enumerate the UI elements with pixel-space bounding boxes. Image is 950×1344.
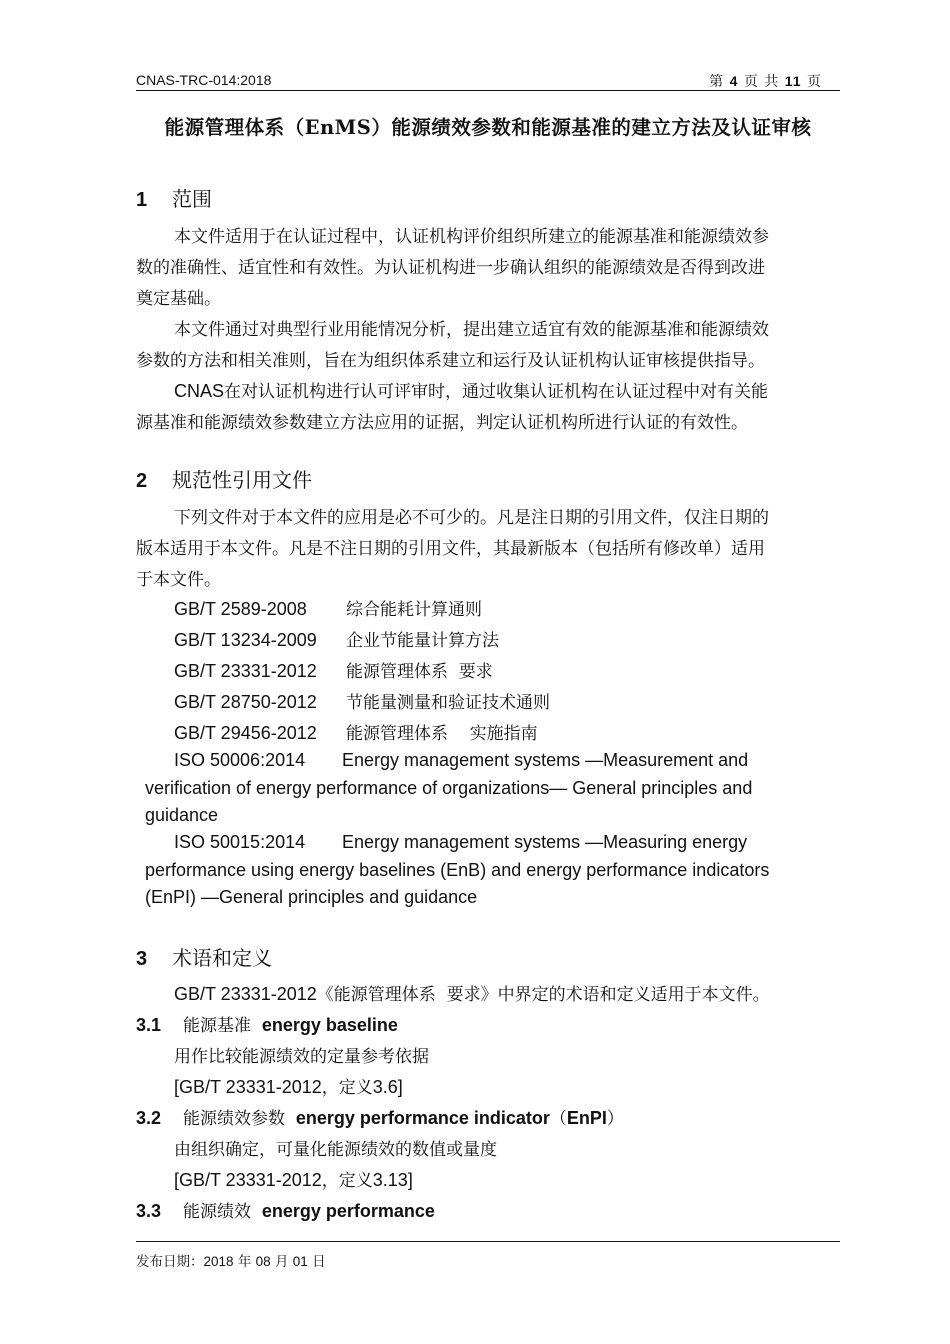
publish-year: 2018: [203, 1254, 234, 1269]
paragraph-text: 在对认证机构进行认可评审时，通过收集认证机构在认证过程中对有关能: [224, 382, 769, 402]
reference-code: GB/T 2589-2008: [174, 599, 307, 619]
term-source: [174, 1073, 403, 1098]
term-en: energy baseline: [261, 1015, 398, 1035]
reference-item: [174, 719, 538, 744]
paragraph-line: 下列文件对于本文件的应用是必不可少的。凡是注日期的引用文件，仅注日期的: [174, 508, 769, 528]
source-clause: 3.13]: [372, 1170, 413, 1190]
reference-code: GB/T 28750-2012: [174, 692, 317, 712]
term-definition: 用作比较能源绩效的定量参考依据: [174, 1047, 429, 1067]
paragraph-line: 奠定基础。: [136, 289, 221, 309]
paragraph-line: 本文件适用于在认证过程中，认证机构评价组织所建立的能源基准和能源绩效参: [174, 227, 769, 247]
paren-close: ）: [606, 1109, 624, 1129]
section-1-heading: [136, 183, 212, 212]
paragraph-line: 参数的方法和相关准则，旨在为组织体系建立和运行及认证机构认证审核提供指导。: [136, 351, 765, 371]
term-cn: 能源基准: [183, 1016, 251, 1036]
reference-code: GB/T 13234-2009: [174, 630, 317, 650]
term-number: 3.2: [136, 1108, 162, 1128]
reference-item: [174, 626, 499, 651]
cnas-abbr: CNAS: [174, 381, 225, 401]
section-number: 1: [136, 189, 148, 211]
section-number: 3: [136, 948, 148, 970]
reference-title-cont: verification of energy performance of organizations— General principles and: [145, 777, 753, 798]
publish-day: 01: [292, 1254, 308, 1269]
paragraph-line: 版本适用于本文件。凡是不注日期的引用文件，其最新版本（包括所有修改单）适用: [136, 539, 765, 559]
paragraph-line: 于本文件。: [136, 570, 221, 590]
iso-reference: [145, 829, 835, 912]
page-suffix: 页: [807, 74, 822, 90]
document-code: CNAS-TRC-014:2018: [136, 72, 272, 88]
term-3-1: [136, 1011, 398, 1036]
page-mid: 页 共: [743, 74, 780, 90]
footer-rule: [136, 1241, 840, 1242]
reference-title: 企业节能量计算方法: [346, 631, 499, 651]
reference-title: Energy management systems —Measuring energy: [342, 832, 748, 852]
term-3-3: [136, 1197, 435, 1222]
day-unit: 日: [312, 1254, 326, 1270]
source-code: [GB/T 23331-2012: [174, 1077, 322, 1097]
term-number: 3.1: [136, 1015, 162, 1035]
reference-title-cont: performance using energy baselines (EnB) and energy performance indicators: [145, 859, 770, 880]
year-unit: 年: [237, 1254, 252, 1270]
reference-item: [174, 688, 550, 713]
term-abbr: EnPI: [566, 1108, 607, 1128]
reference-code: ISO 50006:2014: [174, 750, 306, 770]
source-clause: 3.6]: [372, 1077, 403, 1097]
reference-item: [174, 657, 493, 682]
paragraph-line: [174, 980, 770, 1005]
reference-title-cont: guidance: [145, 805, 219, 825]
section-number: 2: [136, 470, 148, 492]
term-3-2: [136, 1104, 624, 1129]
standard-code: GB/T 23331-2012: [174, 984, 317, 1004]
paragraph-line: 数的准确性、适宜性和有效性。为认证机构进一步确认组织的能源绩效是否得到改进: [136, 258, 765, 278]
paragraph-text: 《能源管理体系 要求》中界定的术语和定义适用于本文件。: [316, 985, 770, 1005]
reference-item: [174, 595, 482, 620]
reference-code: GB/T 29456-2012: [174, 723, 317, 743]
term-source: [174, 1166, 413, 1191]
reference-title: 节能量测量和验证技术通则: [346, 693, 550, 713]
section-2-heading: [136, 464, 312, 493]
month-unit: 月: [274, 1254, 289, 1270]
reference-title: 能源管理体系 要求: [346, 662, 493, 682]
reference-code: ISO 50015:2014: [174, 832, 306, 852]
reference-code: GB/T 23331-2012: [174, 661, 317, 681]
source-code: [GB/T 23331-2012: [174, 1170, 322, 1190]
publish-month: 08: [255, 1254, 271, 1269]
paragraph-line: [174, 377, 768, 402]
term-cn: 能源绩效: [183, 1202, 251, 1222]
source-text: ，定义: [321, 1078, 373, 1098]
section-title: 范围: [172, 187, 212, 211]
publish-date: [136, 1250, 326, 1270]
section-title: 术语和定义: [172, 946, 272, 970]
paragraph-line: 源基准和能源绩效参数建立方法应用的证据，判定认证机构所进行认证的有效性。: [136, 413, 748, 433]
term-number: 3.3: [136, 1201, 162, 1221]
page-current: 4: [729, 73, 739, 89]
term-definition: 由组织确定，可量化能源绩效的数值或量度: [174, 1140, 497, 1160]
term-en: energy performance indicator: [295, 1108, 550, 1128]
reference-title: 能源管理体系 实施指南: [346, 724, 538, 744]
publish-date-label: 发布日期：: [136, 1254, 204, 1270]
source-text: ，定义: [321, 1171, 373, 1191]
section-title: 规范性引用文件: [172, 468, 312, 492]
reference-title-cont: (EnPI) —General principles and guidance: [145, 887, 478, 907]
document-title: 能源管理体系（EnMS）能源绩效参数和能源基准的建立方法及认证审核: [164, 116, 812, 139]
term-cn: 能源绩效参数: [183, 1109, 285, 1129]
page-total: 11: [784, 73, 802, 89]
reference-title: Energy management systems —Measurement and: [342, 750, 749, 770]
page-prefix: 第: [709, 74, 725, 90]
term-en: energy performance: [261, 1201, 435, 1221]
paragraph-line: 本文件通过对典型行业用能情况分析，提出建立适宜有效的能源基准和能源绩效: [174, 320, 769, 340]
section-3-heading: [136, 942, 272, 971]
header-rule: [136, 90, 840, 91]
iso-reference: [145, 747, 835, 830]
page-indicator: [709, 71, 822, 91]
paren-open: （: [549, 1109, 567, 1129]
reference-title: 综合能耗计算通则: [346, 600, 482, 620]
